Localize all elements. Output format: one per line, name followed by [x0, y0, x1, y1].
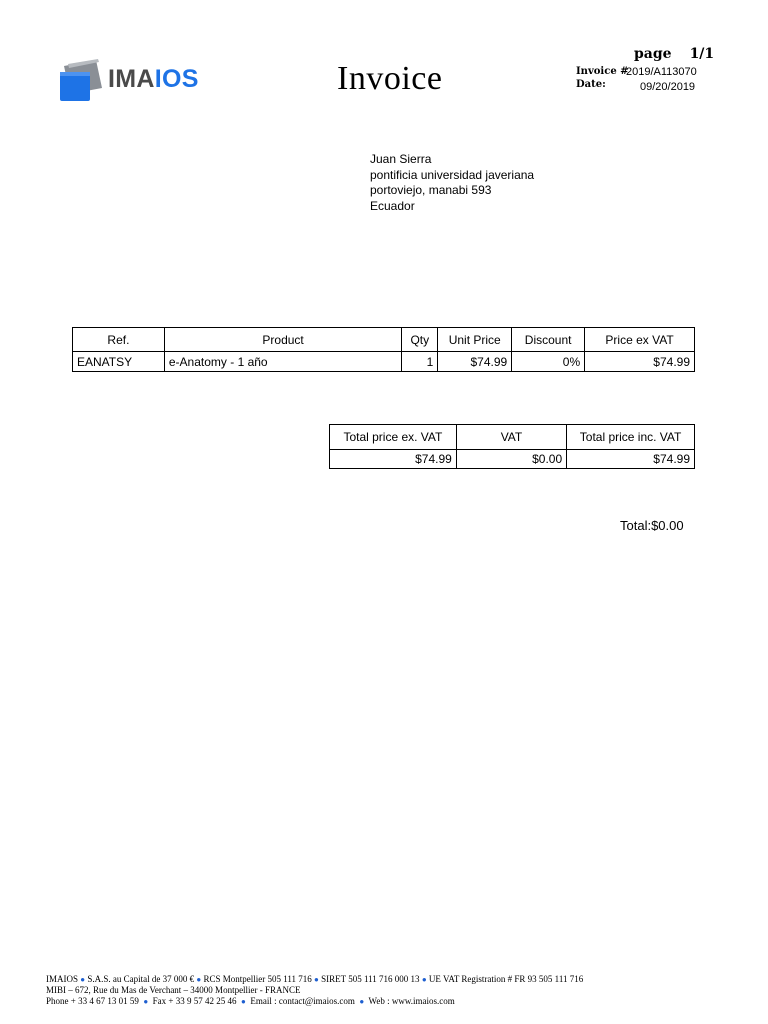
cell-total-inc-vat: $74.99 — [567, 450, 695, 469]
page-indicator — [634, 46, 714, 62]
totals-header-row — [330, 425, 695, 450]
items-header-row — [73, 328, 695, 352]
bullet-icon: ● — [80, 975, 86, 984]
cell-ref: EANATSY — [73, 352, 165, 372]
header-total-inc-vat: Total price inc. VAT — [567, 425, 695, 450]
recipient-name: Juan Sierra — [370, 152, 432, 166]
recipient-city: portoviejo, manabi 593 — [370, 183, 492, 197]
bullet-icon: ● — [314, 975, 319, 984]
items-table — [72, 327, 695, 372]
cell-product: e-Anatomy - 1 año — [164, 352, 401, 372]
page-number: 1/1 — [689, 46, 715, 62]
invoice-date-row — [576, 80, 706, 94]
invoice-meta — [576, 66, 706, 94]
cell-price-ex-vat: $74.99 — [585, 352, 695, 372]
footer-rcs: RCS Montpellier 505 111 716 — [203, 974, 312, 984]
footer-vat-registration: UE VAT Registration # FR 93 505 111 716 — [428, 974, 584, 984]
bullet-icon: ● — [359, 997, 365, 1006]
invoice-date-label: Date: — [576, 79, 606, 90]
cell-vat: $0.00 — [456, 450, 566, 469]
invoice-number-label: Invoice # — [576, 66, 629, 77]
bullet-icon: ● — [196, 975, 202, 984]
header-qty: Qty — [402, 328, 438, 352]
footer-phone: Phone + 33 4 67 13 01 59 — [46, 996, 139, 1006]
logo-wordmark: IMAIOS — [108, 65, 199, 93]
recipient-address — [370, 152, 534, 214]
footer-web: Web : www.imaios.com — [368, 996, 455, 1006]
cell-unit-price: $74.99 — [438, 352, 512, 372]
header-total-ex-vat: Total price ex. VAT — [330, 425, 457, 450]
header-product: Product — [164, 328, 401, 352]
grand-total: Total:$0.00 — [620, 518, 684, 533]
cell-total-ex-vat: $74.99 — [330, 450, 457, 469]
footer-company: IMAIOS — [46, 974, 79, 984]
header-price-ex-vat: Price ex VAT — [585, 328, 695, 352]
header-unit-price: Unit Price — [438, 328, 512, 352]
header-vat: VAT — [456, 425, 566, 450]
bullet-icon: ● — [143, 997, 149, 1006]
company-footer — [46, 974, 583, 1007]
cell-discount: 0% — [512, 352, 585, 372]
footer-line-contact — [46, 996, 583, 1007]
imaios-logo — [58, 58, 203, 104]
invoice-number-row — [576, 66, 706, 80]
footer-capital: S.A.S. au Capital de 37 000 € — [87, 974, 195, 984]
recipient-country: Ecuador — [370, 198, 415, 213]
page-label: page — [634, 46, 672, 62]
document-title: Invoice — [337, 60, 443, 97]
table-row — [330, 450, 695, 469]
logo-cube-icon — [58, 58, 106, 104]
footer-email: Email : contact@imaios.com — [250, 996, 355, 1006]
invoice-date-value: 09/20/2019 — [640, 81, 696, 93]
invoice-number-value: 2019/A113070 — [626, 66, 697, 78]
footer-siret: SIRET 505 111 716 000 13 — [321, 974, 420, 984]
cell-qty: 1 — [402, 352, 438, 372]
bullet-icon: ● — [421, 975, 427, 984]
table-row — [73, 352, 695, 372]
header-ref: Ref. — [73, 328, 165, 352]
footer-address: MIBI – 672, Rue du Mas de Verchant – 34000 Montpellier - FRANCE — [46, 985, 301, 995]
footer-fax: Fax + 33 9 57 42 25 46 — [152, 996, 237, 1006]
recipient-organization: pontificia universidad javeriana — [370, 167, 535, 182]
header-discount: Discount — [512, 328, 585, 352]
totals-table — [329, 424, 695, 469]
bullet-icon: ● — [241, 997, 246, 1006]
footer-line-legal — [46, 974, 583, 985]
